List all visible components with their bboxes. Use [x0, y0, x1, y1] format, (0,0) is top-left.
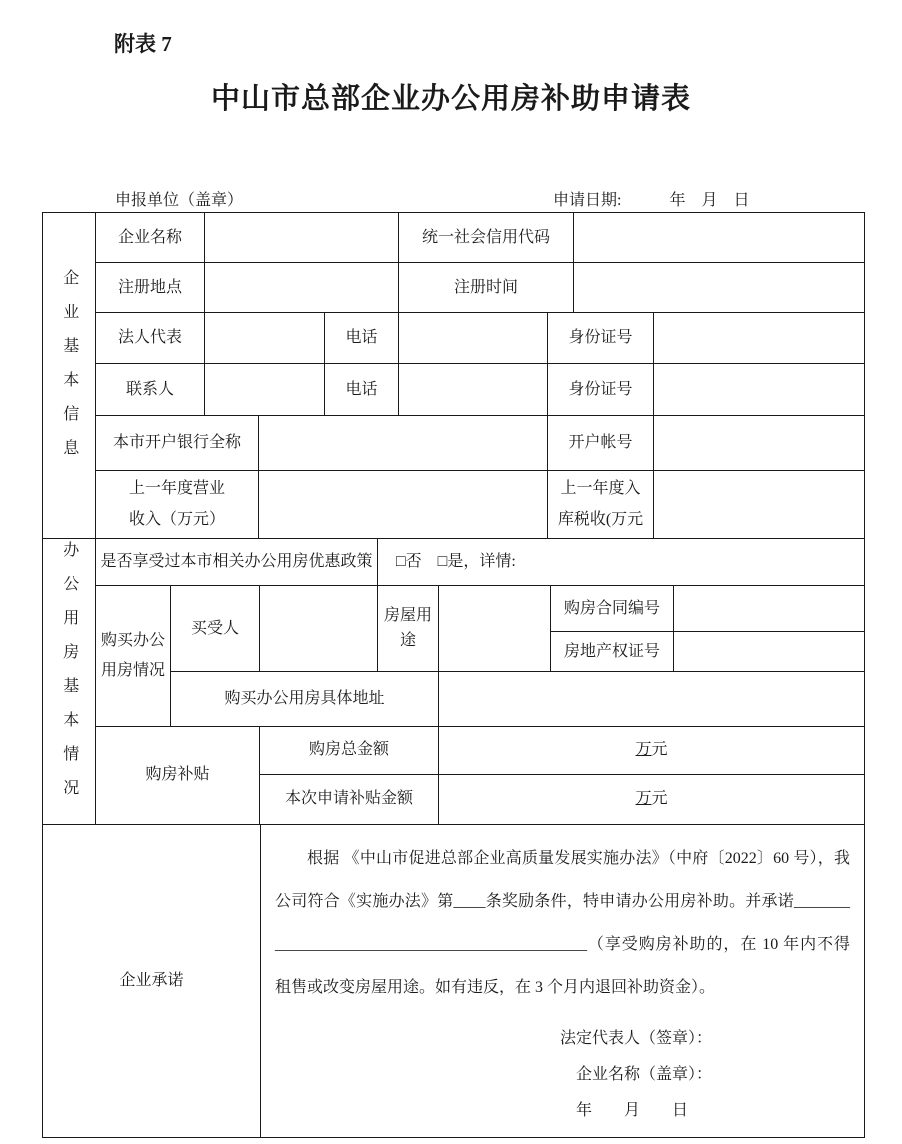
- tax-field: [654, 471, 865, 539]
- enterprise-info-section: [42, 212, 865, 539]
- section-label-enterprise-info: 企业基本信息: [43, 213, 96, 539]
- estate-cert-label: 房地产权证号: [551, 631, 674, 671]
- policy-question-label: 是否享受过本市相关办公用房优惠政策: [96, 539, 378, 586]
- signature-company-label: 企业名称（盖章）：: [575, 1066, 712, 1084]
- legal-rep-phone-label: 电话: [325, 313, 399, 364]
- tax-label: [548, 471, 654, 539]
- total-amount-label: 购房总金额: [260, 726, 439, 774]
- legal-rep-phone-field: [399, 313, 548, 364]
- enterprise-name-field: [205, 213, 399, 263]
- apply-amount-label: 本次申请补贴金额: [260, 774, 439, 824]
- contract-number-label: 购房合同编号: [551, 586, 674, 632]
- apply-amount-field: 万元: [439, 774, 865, 824]
- legal-rep-label: 法人代表: [96, 313, 205, 364]
- tax-label-line2: 库税收(万元: [557, 510, 644, 528]
- revenue-label-line2: 收入（万元）: [128, 510, 225, 528]
- revenue-field: [259, 471, 548, 539]
- total-amount-field: 万元: [439, 726, 865, 774]
- buyer-field: [260, 586, 378, 672]
- purchase-group-label: 购买办公用房情况: [96, 586, 171, 727]
- credit-code-label: 统一社会信用代码: [399, 213, 574, 263]
- registration-place-field: [205, 263, 399, 313]
- apply-date-label: 申请日期: 年 月 日: [553, 192, 750, 209]
- bank-name-label: 本市开户银行全称: [96, 416, 259, 471]
- contact-phone-field: [399, 364, 548, 416]
- commitment-label: 企业承诺: [43, 824, 261, 1138]
- house-use-field: [439, 586, 551, 672]
- account-number-label: 开户帐号: [548, 416, 654, 471]
- enterprise-name-label: 企业名称: [96, 213, 205, 263]
- revenue-label: [96, 471, 259, 539]
- bank-name-field: [259, 416, 548, 471]
- legal-rep-id-label: 身份证号: [548, 313, 654, 364]
- registration-place-label: 注册地点: [96, 263, 205, 313]
- contact-id-field: [654, 364, 865, 416]
- registration-time-field: [574, 263, 865, 313]
- revenue-label-line1: 上一年度营业: [128, 480, 225, 498]
- declare-unit-label: 申报单位（盖章）: [115, 192, 244, 209]
- commitment-section: [42, 824, 865, 1139]
- application-table: [42, 212, 864, 1138]
- subsidy-group-label: 购房补贴: [96, 726, 260, 824]
- policy-options: □否 □是，详情:: [378, 539, 865, 586]
- legal-rep-id-field: [654, 313, 865, 364]
- account-number-field: [654, 416, 865, 471]
- buyer-label: 买受人: [171, 586, 260, 672]
- commitment-text: 根据 《中山市促进总部企业高质量发展实施办法》（中府〔2022〕60 号），我公司符合《实施办法》第____条奖励条件，特申请办公用房补助。并承诺______________________________________________（享受购房补助的，在 10 年内不得租售或改变房屋用途。如有违反，在 3 个月内退回补助资金）。: [275, 849, 850, 997]
- contact-field: [205, 364, 325, 416]
- estate-cert-field: [674, 631, 865, 671]
- commitment-content: [261, 824, 865, 1138]
- registration-time-label: 注册时间: [399, 263, 574, 313]
- legal-rep-field: [205, 313, 325, 364]
- form-title: 中山市总部企业办公用房补助申请表: [210, 83, 691, 115]
- contact-label: 联系人: [96, 364, 205, 416]
- credit-code-field: [574, 213, 865, 263]
- house-use-label: 房屋用途: [378, 586, 439, 672]
- signature-date-label: 年 月 日: [575, 1102, 688, 1120]
- contact-id-label: 身份证号: [548, 364, 654, 416]
- address-label: 购买办公用房具体地址: [171, 671, 439, 726]
- contract-number-field: [674, 586, 865, 632]
- contact-phone-label: 电话: [325, 364, 399, 416]
- section-label-office-housing: 办公用房基本情况: [43, 539, 96, 825]
- signature-block: [552, 1021, 712, 1129]
- tax-label-line1: 上一年度入: [560, 480, 641, 498]
- address-field: [439, 671, 865, 726]
- attachment-label: 附表 7: [114, 32, 172, 56]
- office-housing-section: [42, 538, 865, 825]
- signature-legal-rep-label: 法定代表人（签章）：: [559, 1030, 712, 1048]
